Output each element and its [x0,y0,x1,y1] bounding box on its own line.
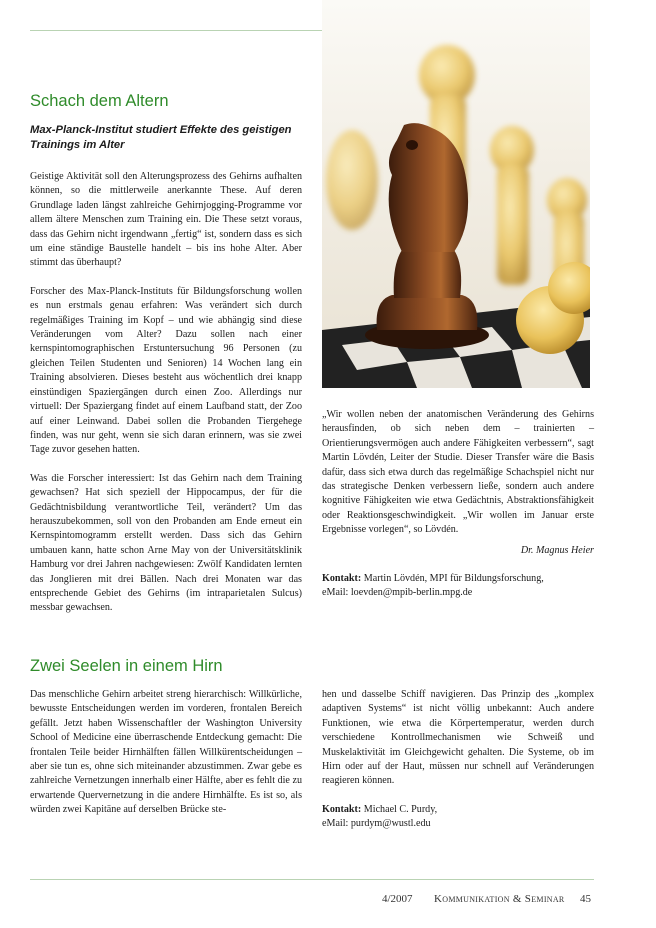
article2-title: Zwei Seelen in einem Hirn [30,657,223,675]
bottom-rule [30,879,594,880]
contact-label: Kontakt: [322,803,362,815]
article1-right-column [322,408,594,615]
article1-quote-paragraph: „Wir wollen neben der anatomischen Veränderung des Gehirns herausfinden, ob sich neben dem – trainierten – Orientierungsvermögen auch andere Fähigkeiten verbessern“, sagt Martin Lövdén, Leiter der Studie. Dieser Transfer wäre die Basis dafür, dass sich etwa durch das regelmäßige Schachspiel nicht nur das strategische Denken verbessern ließe, sondern auch andere kognitive Fähigkeiten wie etwa Gedächtnis, Abstraktionsfähigkeit oder Reaktionsgeschwindigkeit. „Wir wollen im Januar erste Ergebnisse vorlegen“, so Lövdén. [322,409,594,536]
chess-photo [322,0,590,388]
article2-right-column [322,688,594,846]
page-number: 45 [580,893,591,905]
article1-paragraph-3: Was die Forscher interessiert: Ist das Gehirn nach dem Training gewachsen? Hat sich speziell der Hippocampus, der für die Gedächtnisbildung verantwortliche Teil, verändert? Um das herauszubekommen, soll von den Probanden am Ende erneut ein Kernspintomogramm erstellt werden. Dass sich das Gehirn umbauen kann, hatte schon Arne May von der Universitätsklinik Hamburg vor drei Jahren nachgewiesen: Zwölf Kandidaten lernten das Jonglieren mit drei Bällen. Nach drei Monaten war das entsprechende Gebiet des Gehirns (im intraparietalen Sulcus) messbar gewachsen. [30,472,302,614]
article1-paragraph-1: Geistige Aktivität soll den Alterungsprozess des Gehirns aufhalten können, so die mittlerweile anerkannte These. Auf deren Grundlage laden längst zahlreiche Gehirnjogging-Programme vor allem ältere Menschen zum Training ein. Die These setzt voraus, dass das Gehirn nicht irgendwann „fertig“ ist, sondern dass es sich um eine ständige Baustelle handelt – bis ins hohe Alter. Aber stimmt das überhaupt? [30,171,302,269]
contact-name: Martin Lövdén, MPI für Bildungsforschung, [361,573,544,585]
chess-pieces-image [322,0,590,388]
magazine-name: Kommunikation & Seminar [434,893,565,905]
contact-email[interactable]: eMail: purdym@wustl.edu [322,818,431,830]
article1-paragraph-2: Forscher des Max-Planck-Instituts für Bildungsforschung wollen es nun erstmals genau erfahren: Was verändert sich durch regelmäßiges Training im Kopf – und wie abhängig sind diese Veränderungen vom Alter? Dazu sollen nach einer kernspintomographischen Erstuntersuchung 96 Personen (zu gleichen Teilen Studenten und Senioren) 14 Wochen lang ein Training absolvieren. Dieses besteht aus wöchentlich drei knapp einstündigen Spaziergängen durch einen Zoo. Allerdings nur virtuell: Der Spaziergang findet auf einem Laufband statt, der Zoo auf einer Leinwand. Dabei sollen die Probanden Tiergehege finden, was nur geht, wenn sie sich daran erinnern, was sie zwei Tage zuvor gesehen hatten. [30,285,302,456]
contact-label: Kontakt: [322,573,362,585]
article-subtitle: Max-Planck-Institut studiert Effekte des geistigen Trainings im Alter [30,124,292,151]
article1-contact [322,572,594,601]
author-signature: Dr. Magnus Heier [520,544,594,556]
article2-left-column [30,688,302,832]
top-rule [30,30,324,31]
article1-left-column [30,170,302,630]
contact-email[interactable]: eMail: loevden@mpib-berlin.mpg.de [322,587,473,599]
article2-contact [322,803,594,832]
article2-paragraph-right: hen und dasselbe Schiff navigieren. Das Prinzip des „komplex adaptiven Systems“ ist nicht völlig unbekannt: Auch andere Funktionen, wie etwa die Körpertemperatur, werden durch verschiedene Kontrollmechanismen wie Schweiß und Muskelaktivität im Gleichgewicht gehalten. Die Systeme, ob im Hirn oder auf der Haut, müssen nur schnell auf Veränderungen reagieren können. [322,689,594,787]
article2-paragraph-left: Das menschliche Gehirn arbeitet streng hierarchisch: Willkürliche, bewusste Entscheidungen werden im vorderen, frontalen Bereich gefällt. Jetzt haben Wissenschaftler der Washington University School of Medicine eine überraschende Entdeckung gemacht: Die frontalen Teile beider Hirnhälften fällen Willkürentscheidungen – aber sie tun es, ohne sich miteinander abzustimmen. Zwar gebe es zahlreiche Vernetzungen innerhalb einer Hälfte, aber es fehlt die zu erwartende Quervernetzung in die andere Hirnhälfte. Es ist so, als würden zwei Kapitäne auf derselben Brücke ste- [30,689,302,816]
article-title: Schach dem Altern [30,92,169,110]
page-footer [360,893,596,913]
issue-number: 4/2007 [382,893,413,905]
contact-name: Michael C. Purdy, [361,803,438,815]
